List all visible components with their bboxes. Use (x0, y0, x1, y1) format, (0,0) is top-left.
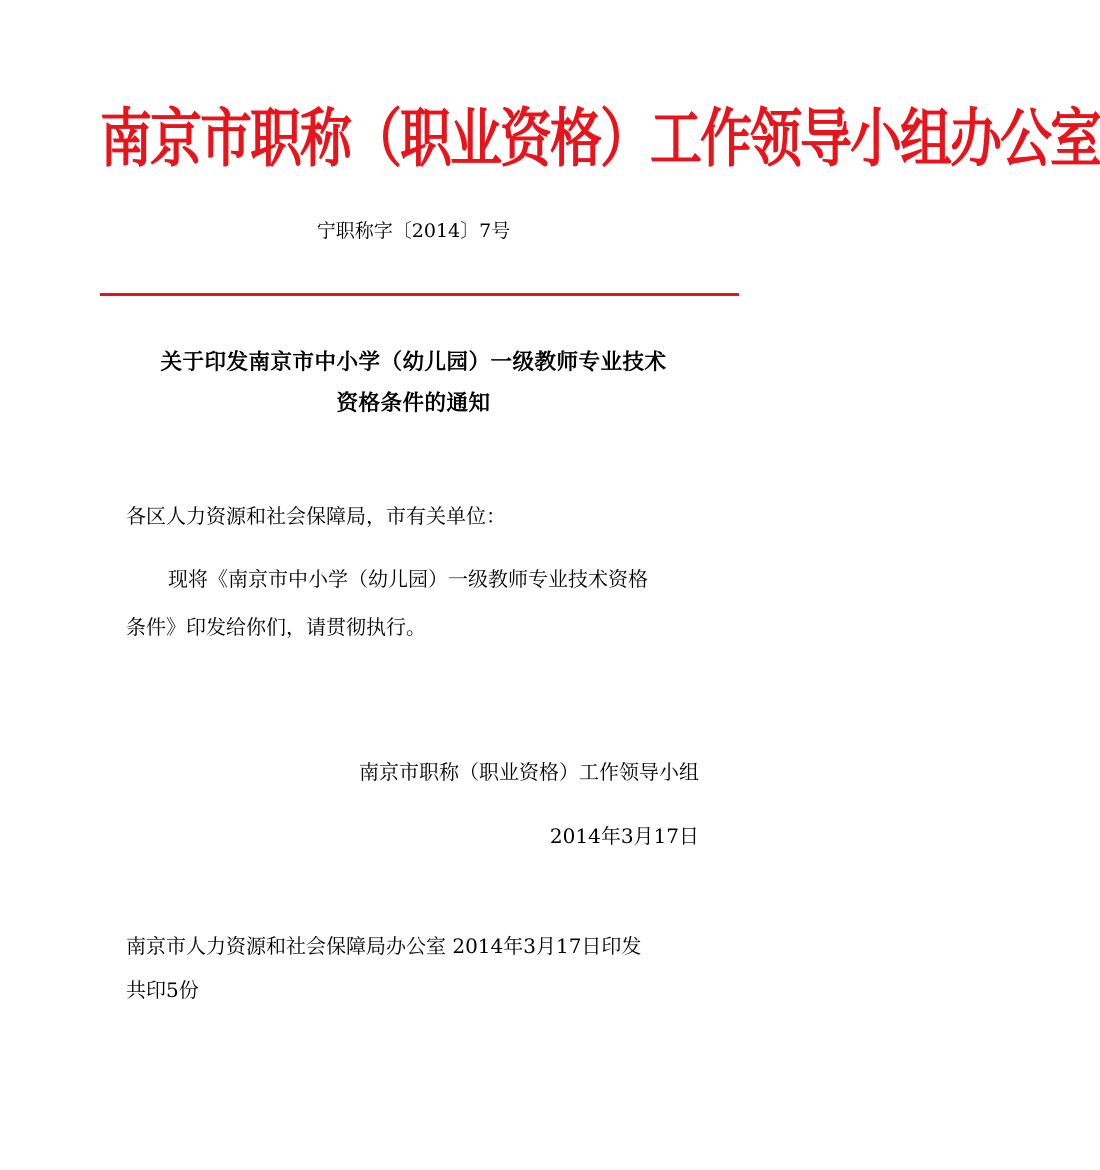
body-paragraph (126, 555, 706, 651)
footer-issued-line: 南京市人力资源和社会保障局办公室 2014年3月17日印发 (126, 934, 642, 958)
recipient-line: 各区人力资源和社会保障局，市有关单位： (126, 504, 506, 528)
org-header-title: 南京市职称（职业资格）工作领导小组办公室 (100, 103, 1100, 177)
body-paragraph-line-2: 条件》印发给你们，请贯彻执行。 (126, 615, 426, 639)
notice-title-line-1: 关于印发南京市中小学（幼儿园）一级教师专业技术 (160, 350, 667, 375)
body-paragraph-line-1: 现将《南京市中小学（幼儿园）一级教师专业技术资格 (168, 567, 648, 591)
notice-title-line-2: 资格条件的通知 (336, 391, 491, 416)
signature-date: 2014年3月17日 (549, 824, 699, 848)
notice-title (100, 342, 727, 424)
red-divider-line (100, 293, 739, 296)
signer-name: 南京市职称（职业资格）工作领导小组 (359, 760, 699, 784)
document-number: 宁职称字〔2014〕7号 (316, 220, 511, 242)
footer-copies-line: 共印5份 (126, 978, 199, 1002)
